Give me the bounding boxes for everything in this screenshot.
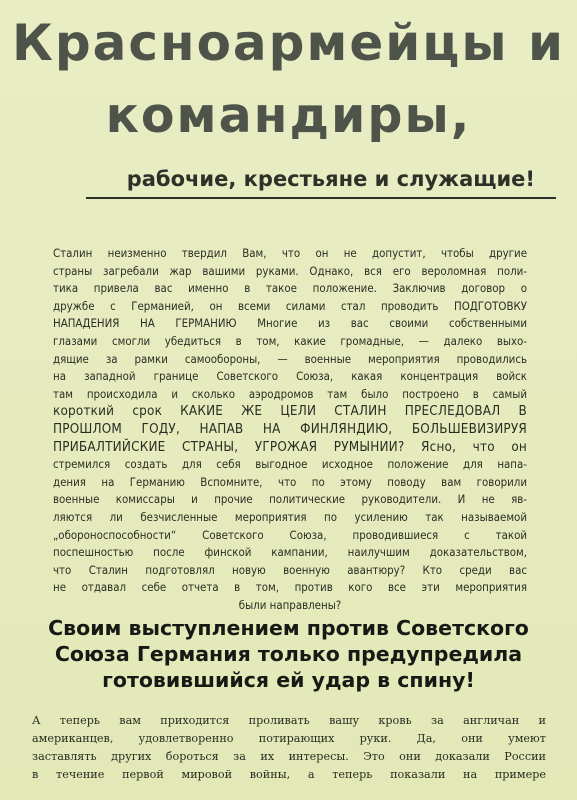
- title-line-2: командиры,: [105, 87, 472, 144]
- body-line: ляются ли безчисленные мероприятия по усилению так называемой: [53, 509, 527, 524]
- bottom-line: А теперь вам приходится проливать вашу кровь за англичан и: [32, 714, 546, 727]
- subtitle-underline: [86, 197, 556, 199]
- bold-heading: [20, 615, 557, 693]
- body-line: глазами смогли убедиться в том, какие громадные, — далеко выхо-: [53, 333, 527, 348]
- body-line: стремился создать для себя выгодное исходное положение для напа-: [53, 457, 527, 472]
- body-line: поспешностью после финской кампании, наилучшим доказательством,: [53, 545, 527, 560]
- title-line-1: Красноармейцы и: [12, 14, 565, 72]
- subtitle: рабочие, крестьяне и служащие!: [126, 167, 535, 191]
- body-line: там происходила и сколько аэродромов там было построено в самый: [53, 386, 527, 401]
- body-line: дружбе с Германией, он всеми силами стал проводить ПОДГОТОВКУ: [53, 298, 527, 313]
- bottom-line: заставлять других бороться за их интересы. Это они доказали России: [32, 750, 546, 763]
- bottom-line: в течение первой мировой войны, а теперь показали на примере: [32, 768, 546, 781]
- bottom-paragraph: [32, 712, 546, 784]
- body-line: на западной границе Советского Союза, какая концентрация войск: [53, 369, 527, 384]
- body-paragraph: [53, 245, 527, 614]
- body-line: „обороноспособности“ Советского Союза, проводившиеся с такой: [53, 527, 527, 542]
- bottom-line: американцев, удовлетворенно потирающих руки. Да, они умеют: [32, 732, 546, 745]
- body-line: тика привела вас именно в такое положение. Заключив договор о: [53, 281, 527, 296]
- body-line: дения на Германию Вспомните, что по этому поводу вам говорили: [53, 474, 527, 489]
- body-line: не отдавал себе отчета в том, против кого все эти мероприятия: [53, 580, 527, 595]
- body-line: ПРИБАЛТИЙСКИЕ СТРАНЫ, УГРОЖАЯ РУМЫНИИ? Ясно, что он: [53, 439, 527, 455]
- body-line: Сталин неизменно твердил Вам, что он не допустит, чтобы другие: [53, 246, 527, 260]
- heading-line: готовившийся ей удар в спину!: [102, 668, 475, 692]
- body-line: НАПАДЕНИЯ НА ГЕРМАНИЮ Многие из вас своими собственными: [53, 316, 527, 331]
- heading-line: Своим выступлением против Советского: [48, 616, 529, 640]
- body-line: дящие за рамки самообороны, — военные мероприятия проводились: [53, 351, 527, 366]
- heading-line: Союза Германия только предупредила: [54, 642, 523, 666]
- body-line: короткий срок КАКИЕ ЖЕ ЦЕЛИ СТАЛИН ПРЕСЛЕДОВАЛ В: [53, 404, 527, 420]
- body-line: военные комиссары и прочие политические руководители. И не яв-: [53, 492, 527, 507]
- body-line: страны загребали жар вашими руками. Однако, вся его вероломная поли-: [53, 263, 527, 278]
- body-line: были направлены?: [238, 597, 342, 612]
- body-line: что Сталин подготовлял новую военную авантюру? Кто среди вас: [53, 562, 527, 577]
- body-line: ПРОШЛОМ ГОДУ, НАПАВ НА ФИНЛЯНДИЮ, БОЛЬШЕВИЗИРУЯ: [53, 421, 527, 437]
